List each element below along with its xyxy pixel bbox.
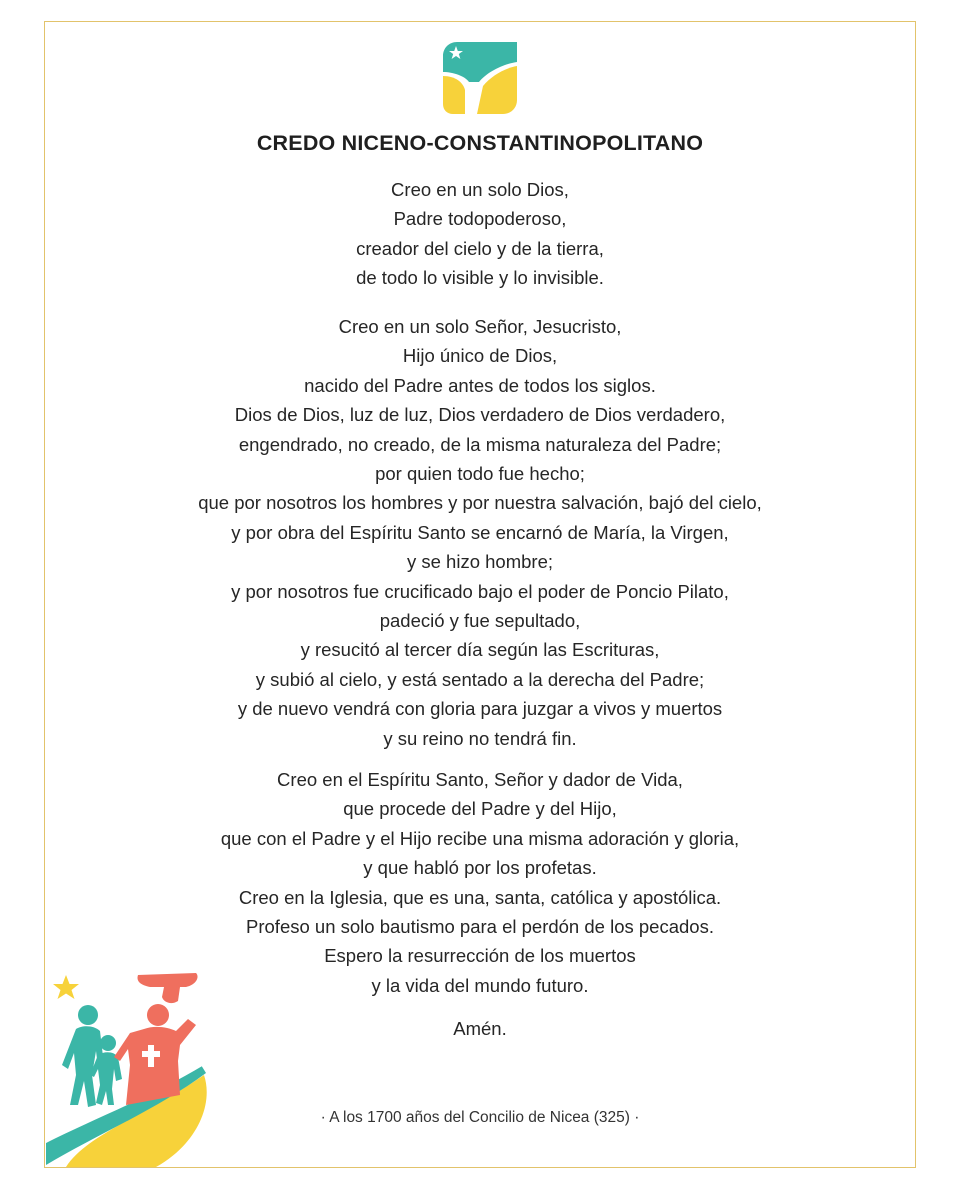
creed-line: y se hizo hombre;: [406, 551, 553, 573]
creed-stanza-1: [0, 175, 960, 293]
creed-line: Dios de Dios, luz de luz, Dios verdadero de Dios verdadero,: [234, 404, 726, 426]
creed-line: que con el Padre y el Hijo recibe una misma adoración y gloria,: [220, 827, 740, 849]
creed-line: padeció y fue sepultado,: [379, 610, 581, 632]
logo-icon: [443, 42, 517, 114]
creed-line: y resucitó al tercer día según las Escrituras,: [300, 639, 660, 661]
creed-line: y por nosotros fue crucificado bajo el poder de Poncio Pilato,: [231, 580, 729, 602]
creed-line: Espero la resurrección de los muertos: [324, 945, 636, 967]
creed-line: y que habló por los profetas.: [363, 857, 597, 879]
creed-line: Hijo único de Dios,: [402, 345, 558, 367]
creed-stanza-2: [0, 312, 960, 753]
creed-line: Creo en un solo Señor, Jesucristo,: [338, 316, 622, 337]
creed-line: Creo en un solo Dios,: [391, 179, 569, 200]
creed-line: que por nosotros los hombres y por nuestra salvación, bajó del cielo,: [198, 492, 762, 514]
creed-line: y de nuevo vendrá con gloria para juzgar a vivos y muertos: [237, 698, 723, 720]
creed-line: por quien todo fue hecho;: [375, 463, 585, 485]
creed-line: Profeso un solo bautismo para el perdón de los pecados.: [246, 916, 714, 938]
creed-line: y subió al cielo, y está sentado a la derecha del Padre;: [255, 668, 705, 690]
creed-line: Creo en el Espíritu Santo, Señor y dador de Vida,: [277, 769, 683, 790]
star-icon: [53, 975, 79, 999]
amen-text: Amén.: [453, 1018, 507, 1039]
footer-caption: · A los 1700 años del Concilio de Nicea (325) ·: [320, 1109, 640, 1126]
creed-line: y por obra del Espíritu Santo se encarnó de María, la Virgen,: [231, 521, 729, 543]
creed-line: engendrado, no creado, de la misma naturaleza del Padre;: [238, 433, 722, 455]
creed-line: Padre todopoderoso,: [393, 208, 567, 230]
family-illustration-icon: [46, 965, 216, 1167]
creed-line: creador del cielo y de la tierra,: [356, 237, 604, 259]
creed-line: y su reino no tendrá fin.: [383, 727, 577, 749]
creed-line: y la vida del mundo futuro.: [371, 974, 589, 996]
creed-line: que procede del Padre y del Hijo,: [343, 798, 617, 820]
creed-line: de todo lo visible y lo invisible.: [356, 267, 604, 289]
creed-line: nacido del Padre antes de todos los siglos.: [304, 374, 656, 396]
creed-line: Creo en la Iglesia, que es una, santa, católica y apostólica.: [238, 886, 722, 908]
page-title: CREDO NICENO-CONSTANTINOPOLITANO: [256, 131, 704, 155]
